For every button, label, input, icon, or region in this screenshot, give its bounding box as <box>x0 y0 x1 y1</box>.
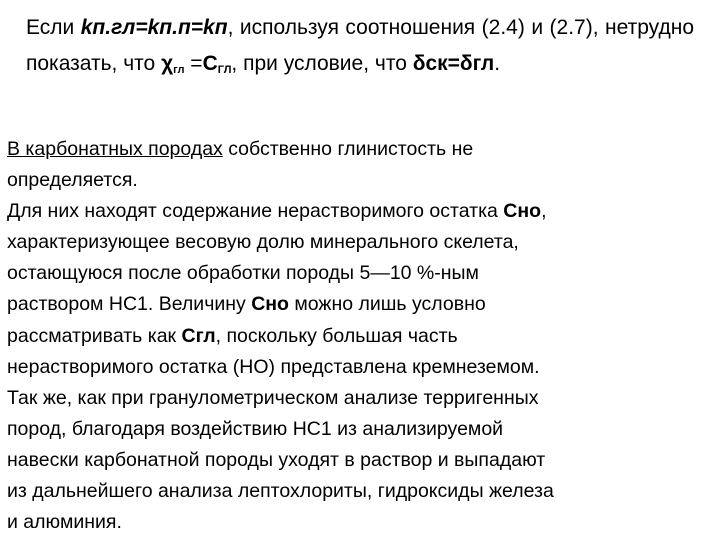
line-text: , <box>541 200 547 223</box>
line-text: можно лишь условно <box>288 293 486 316</box>
line-text: раствором НС1. Величину <box>7 293 252 316</box>
text-line: навески карбонатной породы уходят в раствор и выпадают <box>7 448 546 471</box>
text-line: характеризующее весовую долю минерального скелета, <box>7 231 519 254</box>
text-line: и алюминия. <box>7 511 122 534</box>
line-text: , поскольку большая часть <box>215 324 458 347</box>
intro-formula-kp: kп.гл=kп.п=kп <box>80 16 228 39</box>
text-line: из дальнейшего анализа лептохлориты, гидроксиды железа <box>7 480 554 503</box>
text-line: Так же, как при гранулометрическом анализе терригенных <box>7 386 539 409</box>
text-line: остающуюся после обработки породы 5—10 %-ным <box>7 262 479 285</box>
text-line <box>7 196 713 227</box>
line-text: Для них находят содержание нерастворимого остатка <box>7 200 504 223</box>
text-line: определяется. <box>7 169 138 192</box>
intro-text: Если <box>26 16 81 39</box>
intro-text: , при условие, что <box>231 52 413 75</box>
intro-formula-delta: δск=δгл <box>412 52 495 75</box>
c-symbol: С <box>202 52 218 75</box>
carbonate-paragraph <box>7 134 713 538</box>
line-text: рассматривать как <box>7 324 182 347</box>
term-sno: Сно <box>251 293 289 316</box>
text-line: пород, благодаря воздействию НС1 из анализируемой <box>7 417 504 440</box>
c-subscript: ГЛ <box>217 64 232 76</box>
term-sgl: Сгл <box>181 324 216 347</box>
chi-subscript: гл <box>173 64 185 76</box>
chi-symbol: χ <box>161 52 174 75</box>
text-line: нерастворимого остатка (НО) представлена кремнеземом. <box>7 355 540 378</box>
underlined-heading: В карбонатных породах <box>7 138 223 160</box>
text-line <box>7 289 713 320</box>
text-line <box>7 321 713 352</box>
term-sno: Сно <box>503 200 542 223</box>
intro-text: . <box>494 52 501 75</box>
intro-text: , используя соотношения (2.4) и (2.7), нетрудно показать, что <box>26 16 694 75</box>
text-line <box>7 134 713 165</box>
intro-text: = <box>184 52 203 75</box>
intro-paragraph <box>26 10 694 82</box>
line-text: собственно глинистость не <box>222 138 474 160</box>
